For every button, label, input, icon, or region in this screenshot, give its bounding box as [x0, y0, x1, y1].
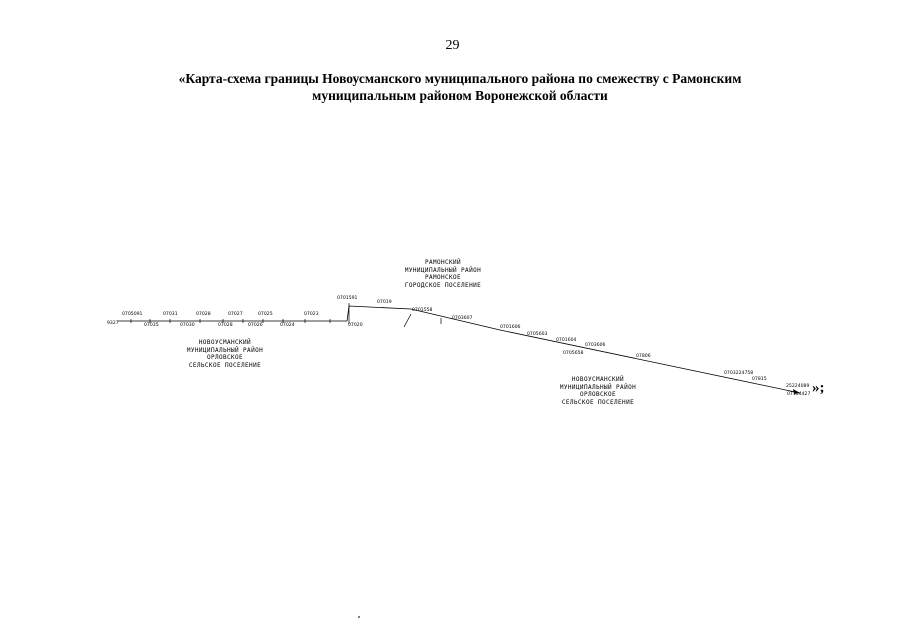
- point-label: 07020: [348, 323, 363, 328]
- point-label: 07031: [163, 312, 178, 317]
- point-label: 9327: [107, 321, 119, 326]
- point-label: 07026: [248, 323, 263, 328]
- point-label: 0705603: [527, 332, 548, 337]
- point-label: 07025: [258, 312, 273, 317]
- point-label: 07028: [218, 323, 233, 328]
- title-line-1: «Карта-схема границы Новоусманского муниципального района по смежеству с Рамонским: [178, 71, 742, 86]
- point-label: 07815: [752, 377, 767, 382]
- point-label: 0703606: [585, 343, 606, 348]
- point-label: 0705658: [563, 351, 584, 356]
- region-label-novousman-right: НОВОУСМАНСКИЙ МУНИЦИПАЛЬНЫЙ РАЙОН ОРЛОВСКОЕ СЕЛЬСКОЕ ПОСЕЛЕНИЕ: [559, 376, 637, 406]
- closing-quote-mark: »;: [812, 380, 825, 396]
- point-label: 07023: [304, 312, 319, 317]
- point-label: 0705091: [122, 312, 143, 317]
- point-label: 0701606: [500, 325, 521, 330]
- point-label: 07027: [228, 312, 243, 317]
- point-label: 07024: [280, 323, 295, 328]
- point-label: 25224089: [786, 384, 810, 389]
- point-label: 0703607: [452, 316, 473, 321]
- point-label: 0703224758: [724, 371, 754, 376]
- point-label: 07019: [377, 300, 392, 305]
- point-label: 0701591: [337, 296, 358, 301]
- point-label: 07806: [636, 354, 651, 359]
- title-line-2: муниципальным районом Воронежской области: [312, 88, 608, 103]
- point-label: 07035: [144, 323, 159, 328]
- point-label: 0701604: [556, 338, 577, 343]
- point-label: 0701558: [412, 308, 433, 313]
- region-label-novousman-left: НОВОУСМАНСКИЙ МУНИЦИПАЛЬНЫЙ РАЙОН ОРЛОВСКОЕ СЕЛЬСКОЕ ПОСЕЛЕНИЕ: [186, 339, 264, 369]
- page-number: 29: [445, 38, 460, 53]
- region-label-ramon: РАМОНСКИЙ МУНИЦИПАЛЬНЫЙ РАЙОН РАМОНСКОЕ ГОРОДСКОЕ ПОСЕЛЕНИЕ: [404, 259, 482, 289]
- point-label: 07028: [196, 312, 211, 317]
- point-label: 07104427: [787, 392, 811, 397]
- scan-speck: [358, 616, 360, 618]
- point-label: 07030: [180, 323, 195, 328]
